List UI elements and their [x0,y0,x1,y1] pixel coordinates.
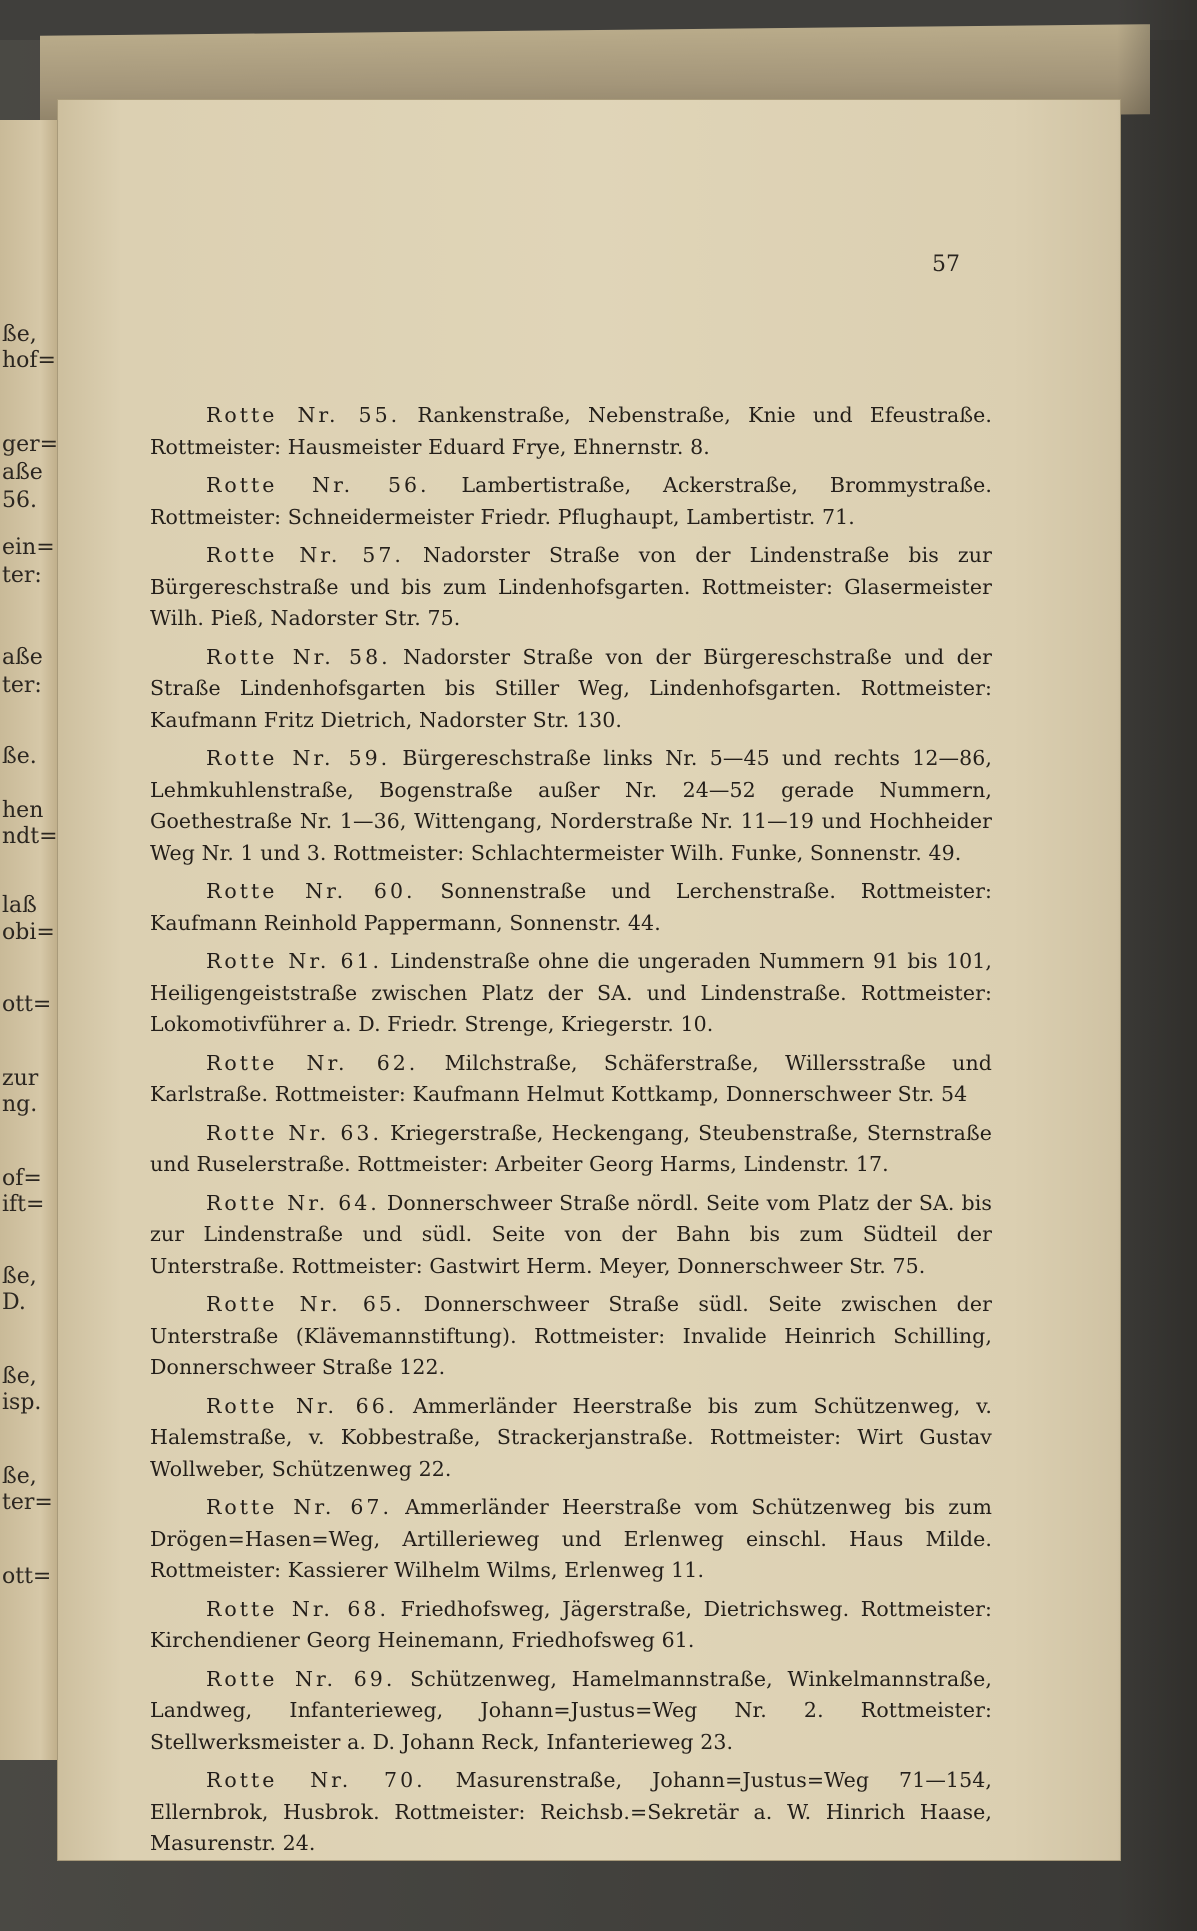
entry-label: Rotte Nr. 68. [206,1596,389,1621]
entry-label: Rotte Nr. 66. [206,1393,398,1418]
entry-rotte-59 [150,743,992,869]
entry-rotte-69 [150,1664,992,1759]
entry-rotte-66 [150,1391,992,1486]
entry-text: Donnerschweer Straße nördl. Seite vom Platz der SA. bis zur Lindenstraße und südl. Seite von der Bahn bis zum Südteil der Unterstraße. Rottmeister: Gastwirt Herm. Meyer, Donnerschweer Str. 75. [150,1190,992,1278]
previous-page-text-fragment: obi= [2,920,55,945]
entry-label: Rotte Nr. 57. [206,543,404,567]
entry-label: Rotte Nr. 64. [206,1190,380,1215]
entry-label: Rotte Nr. 69. [206,1666,396,1691]
previous-page-text-fragment: ein= [2,535,55,560]
previous-page-text-fragment: ng. [2,1092,38,1117]
entry-rotte-55 [150,400,992,463]
previous-page-text-fragment: ter: [2,563,42,588]
entry-rotte-62 [150,1048,992,1111]
entry-label: Rotte Nr. 70. [206,1768,426,1792]
entry-rotte-56 [150,470,992,533]
previous-page-text-fragment: hen [2,798,44,823]
entry-label: Rotte Nr. 61. [206,949,383,973]
entry-text: Friedhofsweg, Jägerstraße, Dietrichsweg. Rottmeister: Kirchendiener Georg Heinemann, Friedhofsweg 61. [150,1596,992,1652]
previous-page-text-fragment: ße, [2,1364,37,1389]
scan-shadow [1117,0,1197,1931]
previous-page-text-fragment: zur [2,1066,39,1091]
entry-text: Kriegerstraße, Heckengang, Steubenstraße, Sternstraße und Ruselerstraße. Rottmeister: Arbeiter Georg Harms, Lindenstr. 17. [150,1120,992,1176]
entry-label: Rotte Nr. 55. [206,403,401,427]
entry-rotte-70 [150,1765,992,1860]
previous-page-text-fragment: of= [2,1166,42,1191]
previous-page-text-fragment: aße [2,645,43,670]
entry-text: Lindenstraße ohne die ungeraden Nummern 91 bis 101, Heiligengeiststraße zwischen Platz der SA. und Lindenstraße. Rottmeister: Lokomotivführer a. D. Friedr. Strenge, Kriegerstr. 10. [150,949,992,1036]
previous-page-text-fragment: ße, [2,322,37,347]
previous-page-text-fragment: D. [2,1290,26,1315]
entry-rotte-65 [150,1289,992,1384]
previous-page-text-fragment: ße. [2,744,37,769]
previous-page-text-fragment: hof= [2,348,56,373]
entry-label: Rotte Nr. 62. [206,1050,419,1075]
entry-text: Bürgereschstraße links Nr. 5—45 und rechts 12—86, Lehmkuhlenstraße, Bogenstraße außer Nr. 24—52 gerade Nummern, Goethestraße Nr. 1—36, Wittengang, Norderstraße Nr. 11—19 und Hochheider Weg Nr. 1 und 3. Rottmeister: Schlachtermeister Wilh. Funke, Sonnenstr. 49. [150,746,992,865]
entry-text: Milchstraße, Schäferstraße, Willersstraße und Karlstraße. Rottmeister: Kaufmann Helmut Kottkamp, Donnerschweer Str. 54 [150,1050,992,1106]
previous-page-text-fragment: ott= [2,992,52,1017]
entry-text: Ammerländer Heerstraße bis zum Schützenweg, v. Halemstraße, v. Kobbestraße, Strackerjanstraße. Rottmeister: Wirt Gustav Wollweber, Schützenweg 22. [150,1393,992,1481]
entry-text: Donnerschweer Straße südl. Seite zwischen der Unterstraße (Klävemannstiftung). Rottmeister: Invalide Heinrich Schilling, Donnerschweer Straße 122. [150,1292,992,1379]
entry-label: Rotte Nr. 67. [206,1495,392,1519]
entry-rotte-60 [150,876,992,939]
entry-rotte-58 [150,642,992,737]
previous-page-text-fragment: 56. [2,488,37,513]
entry-text: Sonnenstraße und Lerchenstraße. Rottmeister: Kaufmann Reinhold Pappermann, Sonnenstr. 44. [150,879,992,935]
previous-page-text-fragment: ift= [2,1192,45,1217]
page-body [150,400,992,1867]
entry-label: Rotte Nr. 60. [206,879,416,903]
previous-page-text-fragment: aße [2,460,43,485]
entry-label: Rotte Nr. 56. [206,473,430,497]
entry-rotte-64 [150,1188,992,1283]
page-number: 57 [932,252,960,277]
entry-label: Rotte Nr. 58. [206,644,391,669]
previous-page-text-fragment: ndt= [2,824,58,849]
page [58,100,1120,1860]
entry-rotte-61 [150,946,992,1041]
previous-page-edge [0,120,60,1760]
entry-text: Ammerländer Heerstraße vom Schützenweg bis zum Drögen=Hasen=Weg, Artillerieweg und Erlenweg einschl. Haus Milde. Rottmeister: Kassierer Wilhelm Wilms, Erlenweg 11. [150,1495,992,1582]
previous-page-text-fragment: ße, [2,1264,37,1289]
previous-page-text-fragment: laß [2,893,37,918]
entry-text: Nadorster Straße von der Lindenstraße bis zur Bürgereschstraße und bis zum Lindenhofsgarten. Rottmeister: Glasermeister Wilh. Pieß, Nadorster Str. 75. [150,543,992,630]
entry-label: Rotte Nr. 59. [206,746,391,770]
previous-page-text-fragment: isp. [2,1390,42,1415]
entry-text: Nadorster Straße von der Bürgereschstraße und der Straße Lindenhofsgarten bis Stiller Weg, Lindenhofsgarten. Rottmeister: Kaufmann Fritz Dietrich, Nadorster Str. 130. [150,644,992,732]
entry-rotte-67 [150,1492,992,1587]
entry-text: Masurenstraße, Johann=Justus=Weg 71—154, Ellernbrok, Husbrok. Rottmeister: Reichsb.=Sekretär a. W. Hinrich Haase, Masurenstr. 24. [150,1768,992,1855]
entry-text: Schützenweg, Hamelmannstraße, Winkelmannstraße, Landweg, Infanterieweg, Johann=Justus=Weg Nr. 2. Rottmeister: Stellwerksmeister a. D. Johann Reck, Infanterieweg 23. [150,1666,992,1754]
previous-page-text-fragment: ße, [2,1464,37,1489]
entry-rotte-68 [150,1594,992,1657]
entry-rotte-63 [150,1118,992,1181]
entry-label: Rotte Nr. 65. [206,1292,405,1316]
entry-text: Lambertistraße, Ackerstraße, Brommystraße. Rottmeister: Schneidermeister Friedr. Pflughaupt, Lambertistr. 71. [150,473,992,529]
previous-page-text-fragment: ter: [2,673,42,698]
entry-label: Rotte Nr. 63. [206,1120,382,1145]
entry-rotte-57 [150,540,992,635]
previous-page-text-fragment: ott= [2,1564,52,1589]
previous-page-text-fragment: ter= [2,1490,53,1515]
entry-text: Rankenstraße, Nebenstraße, Knie und Efeustraße. Rottmeister: Hausmeister Eduard Frye, Ehnernstr. 8. [150,403,992,459]
previous-page-text-fragment: ger= [2,432,59,457]
